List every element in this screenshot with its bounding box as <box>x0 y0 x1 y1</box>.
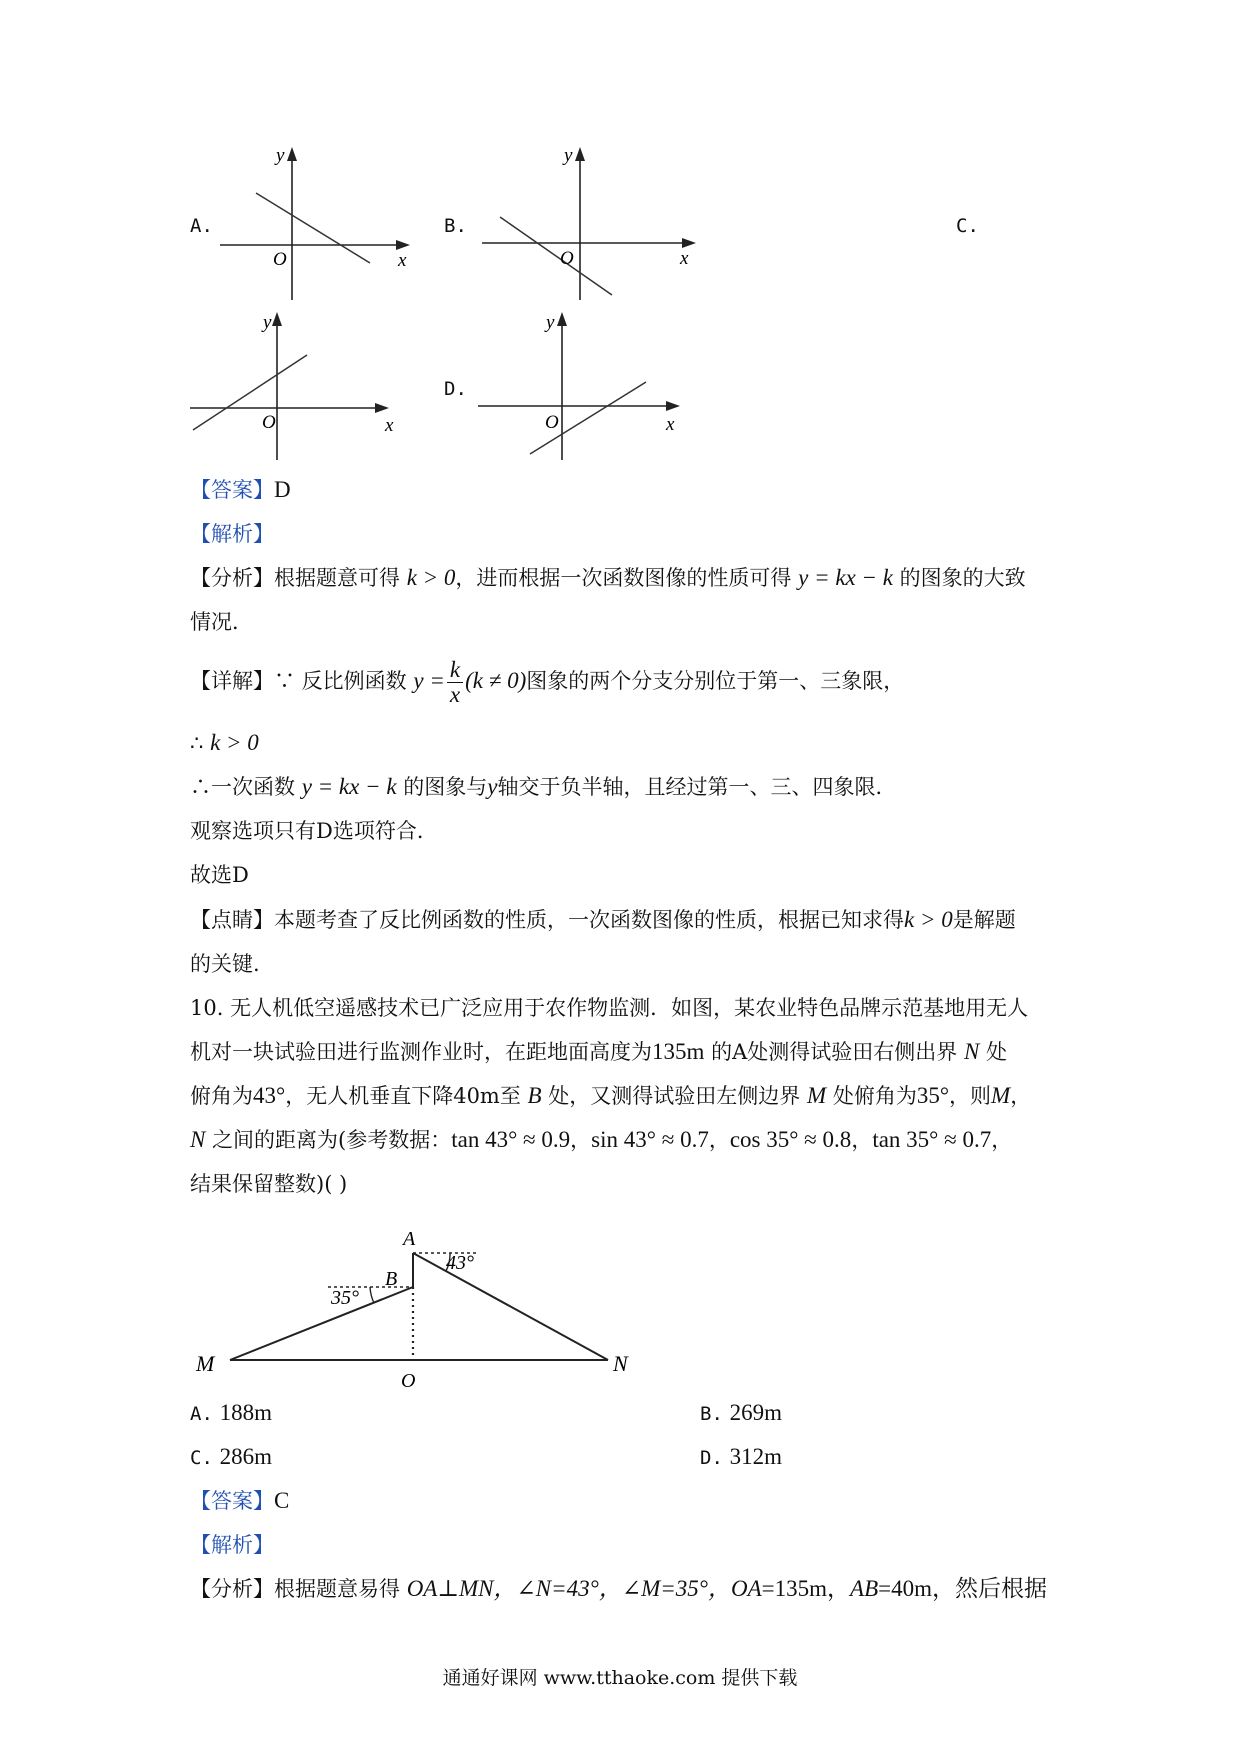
point-b-label: B <box>385 1268 398 1290</box>
therefore-symbol: ∴ <box>190 731 204 755</box>
q10-line4 <box>190 1125 1012 1155</box>
separator: ， <box>570 1128 592 1152</box>
q10-option-d <box>700 1442 782 1473</box>
graph-option-b <box>472 145 702 305</box>
step-text: 观察选项只有D选项符合． <box>190 819 438 843</box>
origin-label: O <box>545 412 559 433</box>
question-text: 机对一块试验田进行监测作业时，在距地面高度为 <box>190 1040 652 1064</box>
q10-line5 <box>190 1169 347 1199</box>
option-a-label: A. <box>190 215 213 237</box>
step-text: 故选D <box>190 863 249 887</box>
q10-option-b <box>700 1398 782 1429</box>
step-text: 轴交于负半轴，且经过第一、三、四象限． <box>497 775 897 799</box>
dianjing-text: 的关键. <box>190 952 260 976</box>
fenxi-math: =40m，然后根据 <box>878 1576 1047 1601</box>
fenxi-text: 根据题意可得 <box>274 566 400 590</box>
option-label: A. <box>190 1403 213 1425</box>
dianjing-text: 是解题 <box>952 908 1016 932</box>
jiexi-tag: 【解析】 <box>190 1533 274 1557</box>
xiangjie-math: y = <box>413 668 445 693</box>
xiangjie-math: (k ≠ 0) <box>465 668 527 693</box>
question-text: 俯角为 <box>190 1084 253 1108</box>
dianjing-text: 本题考查了反比例函数的性质，一次函数图像的性质，根据已知求得 <box>274 908 904 932</box>
q10-fenxi <box>190 1574 1047 1604</box>
option-value: 312m <box>729 1444 782 1469</box>
option-label: D. <box>700 1447 723 1469</box>
fenxi-math: =135m， <box>761 1576 851 1601</box>
q10-line3 <box>190 1081 1031 1111</box>
separator: ， <box>708 1128 730 1152</box>
xiangjie-text: ∵ 反比例函数 <box>274 669 407 693</box>
xiangjie-tag: 【详解】 <box>190 669 274 693</box>
drone-figure <box>188 1215 648 1395</box>
y-axis-label: y <box>546 312 555 333</box>
question-text: 的A处测得试验田右侧出界 <box>711 1040 958 1064</box>
fenxi-text: 的图象的大致 <box>899 566 1026 590</box>
fenxi-math: OA⊥MN <box>406 1576 494 1601</box>
question-text: 处俯角为 <box>832 1084 917 1108</box>
q9-step1 <box>190 728 259 758</box>
x-axis-label: x <box>666 414 675 435</box>
question-text: 处 <box>985 1040 1007 1064</box>
separator: ， <box>991 1128 1013 1152</box>
option-label: C. <box>190 1447 213 1469</box>
fenxi-text: ，进而根据一次函数图像的性质可得 <box>455 566 792 590</box>
x-axis-label: x <box>385 415 394 436</box>
graph-option-c <box>185 310 405 470</box>
step-text: 一次函数 <box>211 775 295 799</box>
q9-dianjing-line1 <box>190 905 1016 935</box>
fenxi-math: OA <box>730 1576 762 1601</box>
q9-xiangjie <box>190 652 904 710</box>
x-axis-label: x <box>398 250 407 271</box>
q9-answer <box>190 475 291 505</box>
fenxi-tag: 【分析】 <box>190 566 274 590</box>
jiexi-tag: 【解析】 <box>190 522 274 546</box>
page-footer: 通通好课网 www.tthaoke.com 提供下载 <box>442 1667 798 1689</box>
step-math: y <box>487 774 498 799</box>
option-value: 188m <box>219 1400 272 1425</box>
answer-tag: 【答案】 <box>190 478 274 502</box>
question-text: 10. 无人机低空遥感技术已广泛应用于农作物监测．如图，某农业特色品牌示范基地用无人 <box>190 996 1029 1020</box>
dianjing-tag: 【点睛】 <box>190 908 274 932</box>
question-math: B <box>527 1083 542 1108</box>
angle-43-label: 43° <box>446 1252 474 1274</box>
q10-line2 <box>190 1037 1007 1067</box>
fenxi-math: y = kx − k <box>798 565 893 590</box>
step-text: 的图象与 <box>403 775 488 799</box>
reference-data: tan 43° ≈ 0.9 <box>451 1127 571 1152</box>
dianjing-math: k > 0 <box>904 907 953 932</box>
answer-tag: 【答案】 <box>190 1489 274 1513</box>
question-math: M <box>806 1083 827 1108</box>
xiangjie-text: 图象的两个分支分别位于第一、三象限， <box>526 669 905 693</box>
fenxi-math: AB <box>850 1576 879 1601</box>
reference-data: tan 35° ≈ 0.7 <box>872 1127 992 1152</box>
q9-jiexi <box>190 519 274 549</box>
option-label: B. <box>700 1403 723 1425</box>
q10-answer <box>190 1486 289 1516</box>
q9-fenxi-line1 <box>190 563 1026 593</box>
question-text: ，则 <box>949 1084 992 1108</box>
fenxi-text: 根据题意易得 <box>274 1577 400 1601</box>
question-text: 处，又测得试验田左侧边界 <box>548 1084 801 1108</box>
separator: ， <box>851 1128 873 1152</box>
fenxi-tag: 【分析】 <box>190 1577 274 1601</box>
q9-step4 <box>190 860 249 890</box>
x-axis-label: x <box>680 248 689 269</box>
question-math: 35° <box>916 1083 950 1108</box>
question-text: 之间的距离为(参考数据： <box>212 1128 452 1152</box>
q10-option-a <box>190 1398 272 1429</box>
q9-step2 <box>190 772 896 802</box>
point-a-label: A <box>403 1228 416 1250</box>
origin-label: O <box>273 249 287 270</box>
option-c-label: C. <box>956 215 979 237</box>
q9-step3 <box>190 816 438 846</box>
question-math: N <box>963 1039 980 1064</box>
option-d-label: D. <box>444 378 467 400</box>
point-n-label: N <box>613 1351 628 1376</box>
fenxi-math: k > 0 <box>406 565 456 590</box>
therefore-symbol: ∴ <box>190 775 211 799</box>
question-text: ，无人机垂直下降40m至 <box>285 1084 521 1108</box>
question-math: 135m <box>652 1039 705 1064</box>
step-math: k > 0 <box>210 730 259 755</box>
graph-option-a <box>210 145 430 305</box>
point-o-label: O <box>401 1370 416 1392</box>
answer-value: C <box>274 1488 290 1513</box>
reference-data: sin 43° ≈ 0.7 <box>591 1127 709 1152</box>
option-value: 286m <box>219 1444 272 1469</box>
numerator: k <box>447 658 463 683</box>
fraction <box>447 658 463 707</box>
angle-35-label: 35° <box>331 1287 359 1309</box>
denominator: x <box>449 682 461 707</box>
y-axis-label: y <box>276 145 285 166</box>
y-axis-label: y <box>564 145 573 166</box>
option-b-label: B. <box>444 215 467 237</box>
graph-option-d <box>470 310 700 470</box>
answer-value: D <box>274 477 291 502</box>
question-math: 43° <box>253 1083 286 1108</box>
origin-label: O <box>262 412 276 433</box>
question-text: 结果保留整数)( ) <box>190 1172 348 1196</box>
question-math: M <box>991 1083 1011 1108</box>
fenxi-math: ，∠N=43°，∠M=35°， <box>493 1576 731 1601</box>
point-m-label: M <box>196 1351 215 1376</box>
q9-dianjing-line2 <box>190 949 260 979</box>
y-axis-label: y <box>263 312 272 333</box>
question-math: N <box>190 1127 206 1152</box>
reference-data: cos 35° ≈ 0.8 <box>729 1127 852 1152</box>
origin-label: O <box>560 248 574 269</box>
question-text: ， <box>1010 1084 1032 1108</box>
q10-line1 <box>190 993 1028 1023</box>
q10-option-c <box>190 1442 272 1473</box>
step-math: y = kx − k <box>301 774 397 799</box>
option-value: 269m <box>729 1400 782 1425</box>
q10-jiexi <box>190 1530 274 1560</box>
q9-fenxi-line2 <box>190 607 253 637</box>
fenxi-text: 情况． <box>190 610 253 634</box>
